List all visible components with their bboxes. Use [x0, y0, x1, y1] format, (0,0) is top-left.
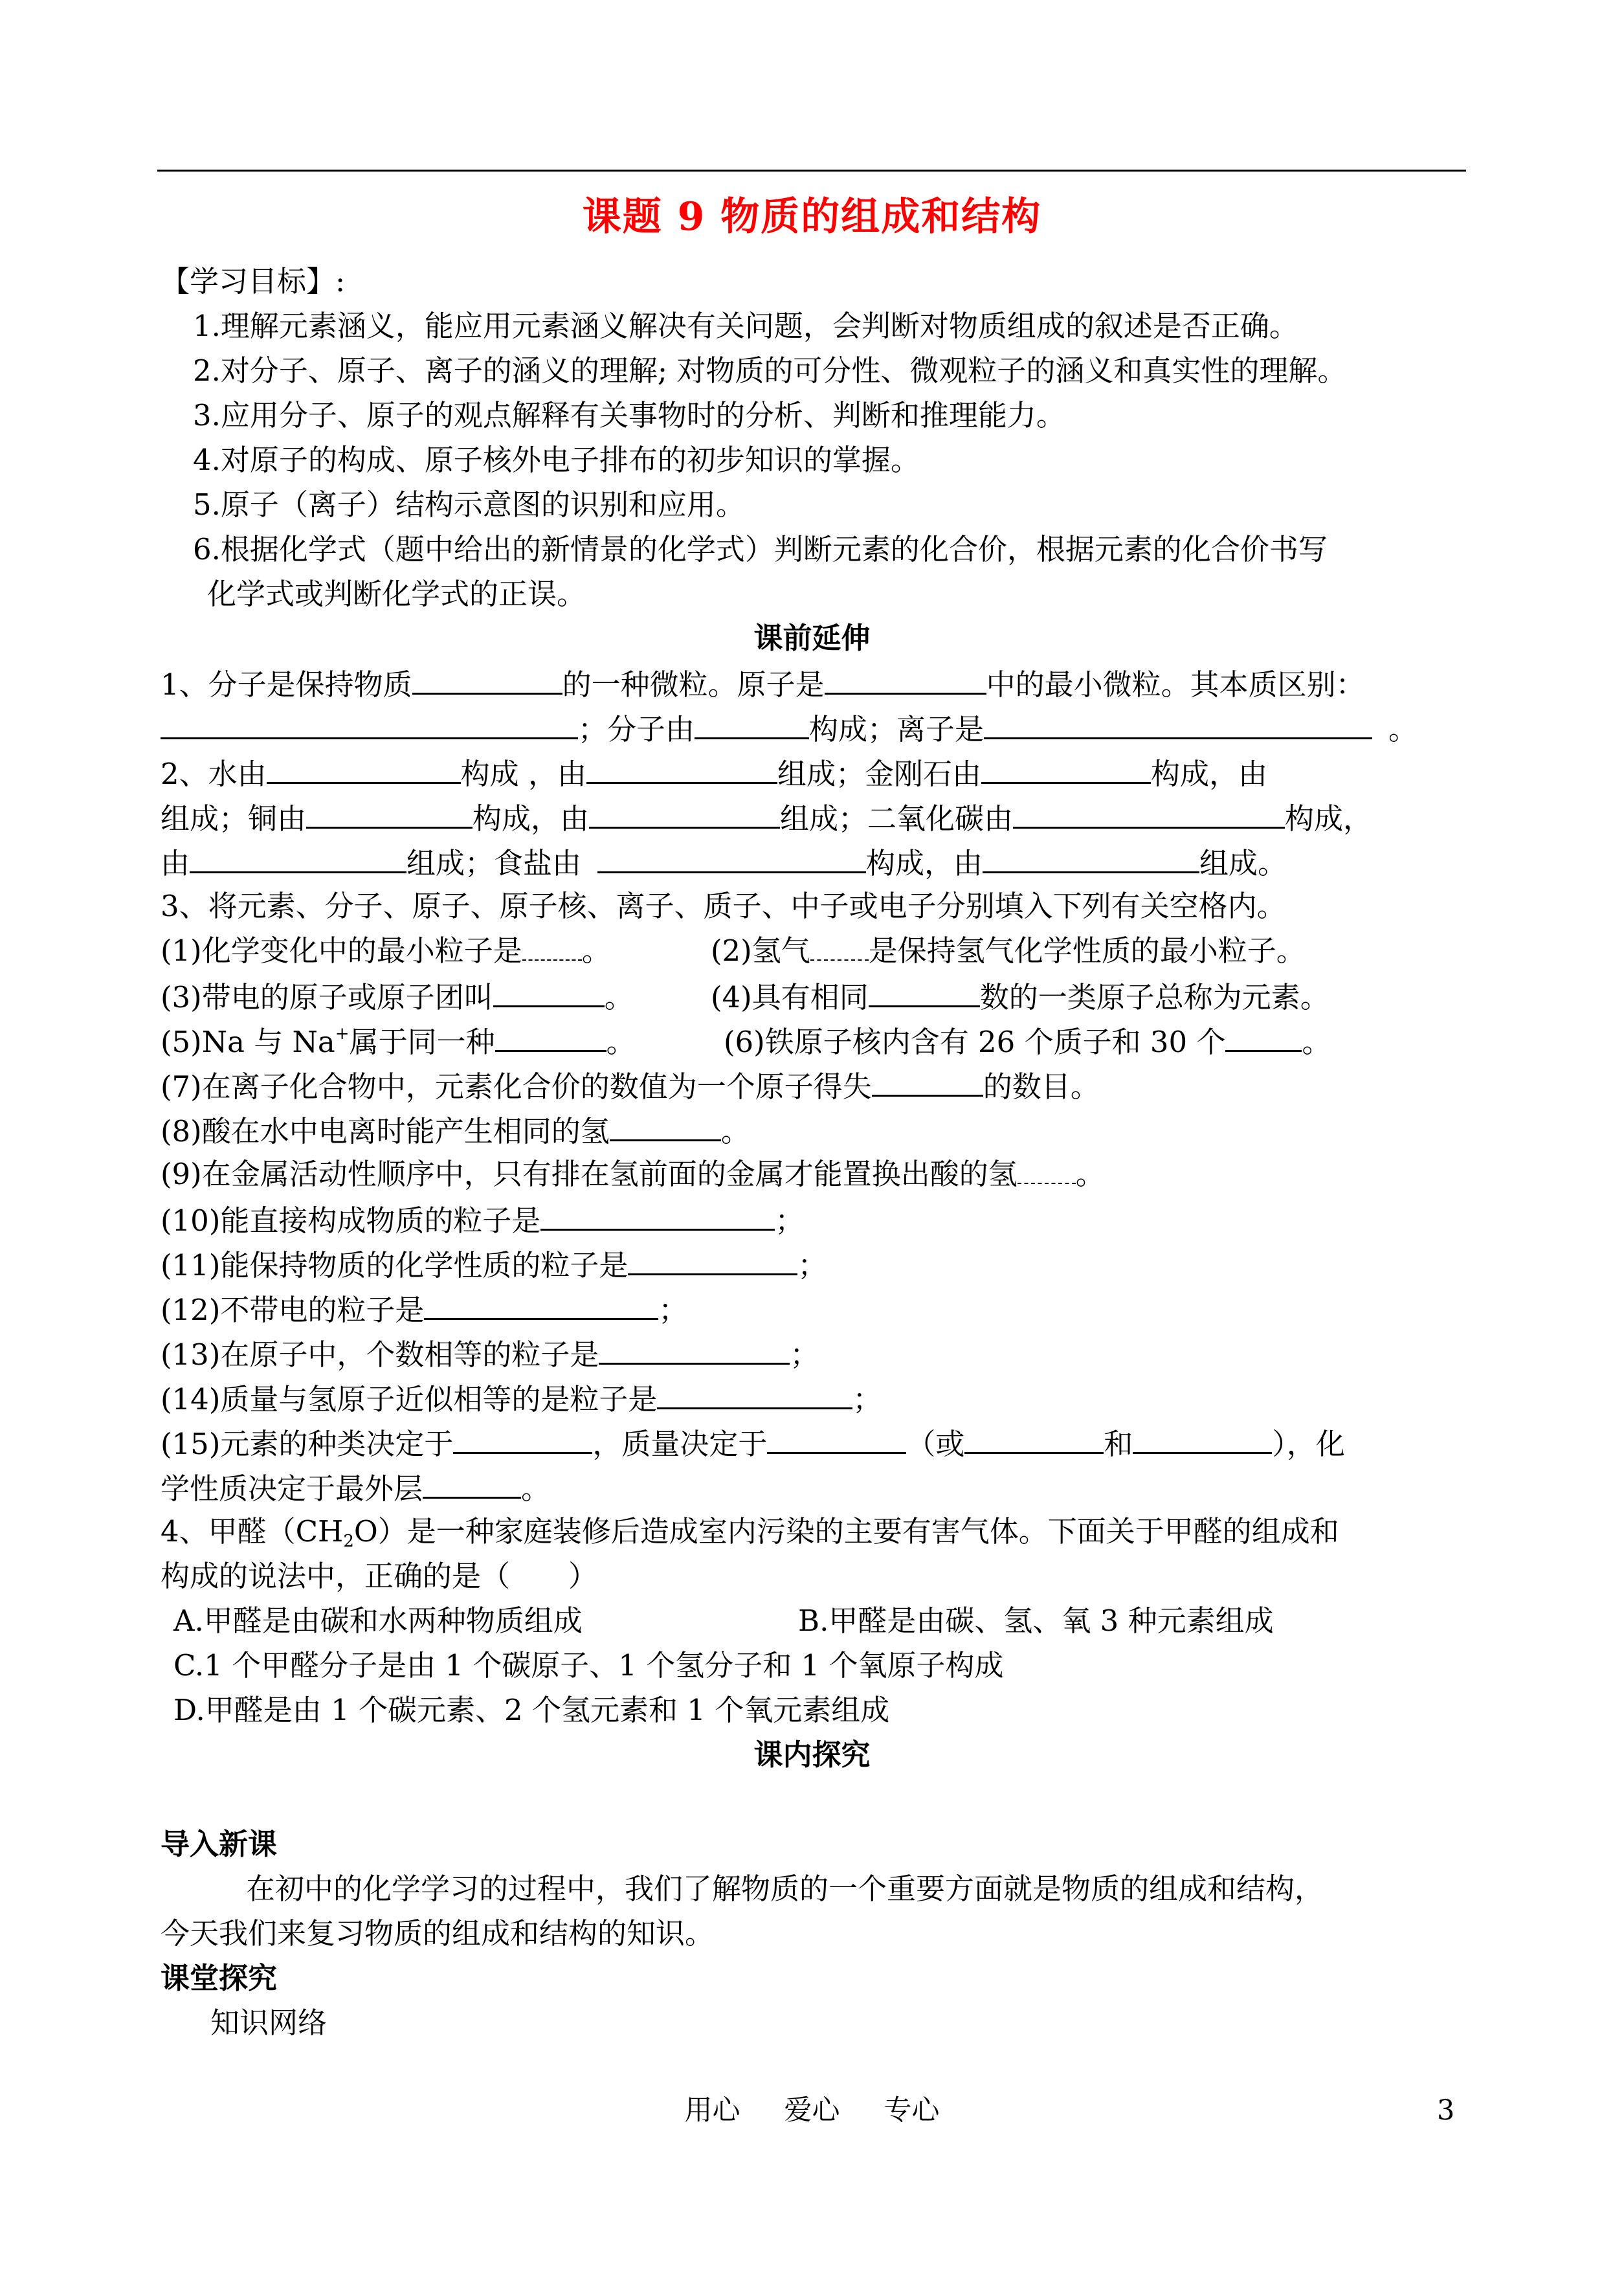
intro-text-line-1: 在初中的化学学习的过程中，我们了解物质的一个重要方面就是物质的组成和结构， [246, 1872, 1324, 1906]
answer-blank[interactable] [267, 752, 461, 784]
answer-blank[interactable] [161, 708, 578, 739]
footer-word: 用心 [684, 2094, 740, 2127]
objective-item: 6.根据化学式（题中给出的新情景的化学式）判断元素的化合价，根据元素的化合价书写 [193, 532, 1328, 566]
section-heading-preclass: 课前延伸 [753, 621, 871, 655]
question-3-item-11: (11)能保持物质的化学性质的粒子是 ； [161, 1244, 827, 1286]
answer-blank[interactable] [586, 752, 777, 784]
question-2-line-3: 由 组成；食盐由 构成，由 组成。 [161, 842, 1287, 884]
question-3-intro: 3、将元素、分子、原子、原子核、离子、质子、中子或电子分别填入下列有关空格内。 [161, 889, 1286, 923]
question-3-item-10: (10)能直接构成物质的粒子是 ； [161, 1199, 804, 1241]
answer-blank[interactable] [493, 976, 605, 1007]
question-3-item-8: (8)酸在水中电离时能产生相同的氢 。 [161, 1110, 750, 1152]
knowledge-network-label: 知识网络 [210, 2006, 328, 2040]
question-3-item-15-line-1: (15)元素的种类决定于 ，质量决定于 （或 和 ），化 [161, 1422, 1345, 1464]
answer-blank[interactable] [1225, 1020, 1302, 1052]
objective-item: 2.对分子、原子、离子的涵义的理解; 对物质的可分性、微观粒子的涵义和真实性的理解。 [193, 353, 1347, 388]
option-a[interactable]: A.甲醛是由碳和水两种物质组成 [173, 1604, 583, 1638]
answer-blank[interactable] [1133, 1422, 1272, 1454]
answer-blank[interactable] [810, 932, 869, 961]
answer-blank[interactable] [190, 842, 406, 873]
answer-blank[interactable] [610, 1110, 721, 1141]
page-title: 课题 9 物质的组成和结构 [582, 194, 1042, 240]
answer-blank[interactable] [964, 1422, 1104, 1454]
question-4-line-2: 构成的说法中，正确的是（ ） [161, 1559, 598, 1593]
answer-blank[interactable] [657, 1378, 852, 1409]
answer-blank[interactable] [695, 708, 809, 739]
page-number: 3 [1437, 2094, 1455, 2127]
question-3-item-3: (3)带电的原子或原子团叫 。 [161, 976, 634, 1018]
question-3-item-14: (14)质量与氢原子近似相等的是粒子是 ； [161, 1378, 882, 1420]
question-3-item-13: (13)在原子中，个数相等的粒子是 ； [161, 1333, 819, 1375]
question-3-item-2: (2)氢气 是保持氢气化学性质的最小粒子。 [711, 934, 1306, 968]
answer-blank[interactable] [767, 1422, 906, 1454]
footer-word: 爱心 [784, 2094, 840, 2127]
objective-item: 5.原子（离子）结构示意图的识别和应用。 [193, 487, 745, 522]
answer-blank[interactable] [872, 1065, 983, 1097]
question-3-item-5: (5)Na 与 Na+属于同一种 。 [161, 1020, 636, 1062]
answer-blank[interactable] [869, 976, 980, 1007]
footer-word: 专心 [884, 2094, 940, 2127]
answer-blank[interactable] [423, 1467, 521, 1499]
question-4-line-1: 4、甲醛$(CH_2O)$是一种家庭装修后造成室内污染的主要有害气体。下面关于甲醛的组成和 [161, 1514, 1339, 1551]
answer-blank[interactable] [424, 1288, 658, 1320]
answer-blank[interactable] [453, 1422, 592, 1454]
page-footer [0, 2091, 1624, 2130]
answer-blank[interactable] [412, 663, 562, 695]
answer-blank[interactable] [1013, 797, 1285, 829]
answer-blank[interactable] [628, 1244, 797, 1275]
question-3-item-9: (9)在金属活动性顺序中，只有排在氢前面的金属才能置换出酸的氢 。 [161, 1157, 1105, 1191]
section-heading-inclass: 课内探究 [753, 1738, 871, 1772]
header-rule [157, 170, 1466, 172]
objective-item: 化学式或判断化学式的正误。 [207, 577, 586, 611]
answer-blank[interactable] [540, 1199, 775, 1231]
explore-heading: 课堂探究 [161, 1961, 278, 1995]
answer-blank[interactable] [495, 1020, 606, 1052]
answer-blank[interactable] [522, 932, 582, 961]
objectives-heading: 【学习目标】: [161, 264, 346, 298]
answer-blank[interactable] [306, 797, 473, 829]
answer-blank[interactable] [981, 752, 1151, 784]
question-3-item-6: (6)铁原子核内含有 26 个质子和 30 个 。 [724, 1020, 1331, 1062]
option-d[interactable]: D.甲醛是由 1 个碳元素、2 个氢元素和 1 个氧元素组成 [173, 1693, 890, 1727]
answer-blank[interactable] [1018, 1156, 1076, 1184]
answer-blank[interactable] [599, 1333, 790, 1365]
question-3-item-7: (7)在离子化合物中，元素化合价的数值为一个原子得失 的数目。 [161, 1065, 1100, 1107]
answer-blank[interactable] [983, 842, 1199, 873]
question-3-item-12: (12)不带电的粒子是 ； [161, 1288, 687, 1330]
question-3-item-15-line-2: 学性质决定于最外层 。 [161, 1467, 550, 1509]
answer-blank[interactable] [984, 708, 1372, 739]
objective-item: 1.理解元素涵义，能应用元素涵义解决有关问题，会判断对物质组成的叙述是否正确。 [193, 309, 1298, 343]
intro-heading: 导入新课 [161, 1827, 278, 1861]
question-3-item-4: (4)具有相同 数的一类原子总称为元素。 [711, 976, 1329, 1018]
intro-text-line-2: 今天我们来复习物质的组成和结构的知识。 [161, 1916, 715, 1951]
question-2-line-1: 2、水由 构成 ，由 组成；金刚石由 构成，由 [161, 752, 1267, 794]
answer-blank[interactable] [597, 842, 866, 873]
question-1-line-2: ；分子由 构成；离子是 。 [161, 708, 1418, 750]
question-3-item-1: (1)化学变化中的最小粒子是 。 [161, 934, 611, 968]
question-2-line-2: 组成；铜由 构成，由 组成；二氧化碳由 构成， [161, 797, 1372, 839]
objective-item: 3.应用分子、原子的观点解释有关事物时的分析、判断和推理能力。 [193, 398, 1065, 432]
option-b[interactable]: B.甲醛是由碳、氢、氧 3 种元素组成 [798, 1604, 1274, 1638]
answer-blank[interactable] [825, 663, 986, 695]
option-c[interactable]: C.1 个甲醛分子是由 1 个碳原子、1 个氢分子和 1 个氧原子构成 [173, 1648, 1004, 1683]
objective-item: 4.对原子的构成、原子核外电子排布的初步知识的掌握。 [193, 443, 920, 477]
answer-blank[interactable] [589, 797, 780, 829]
question-1-line-1: 1、分子是保持物质 的一种微粒。原子是 中的最小微粒。其本质区别： [161, 663, 1365, 705]
